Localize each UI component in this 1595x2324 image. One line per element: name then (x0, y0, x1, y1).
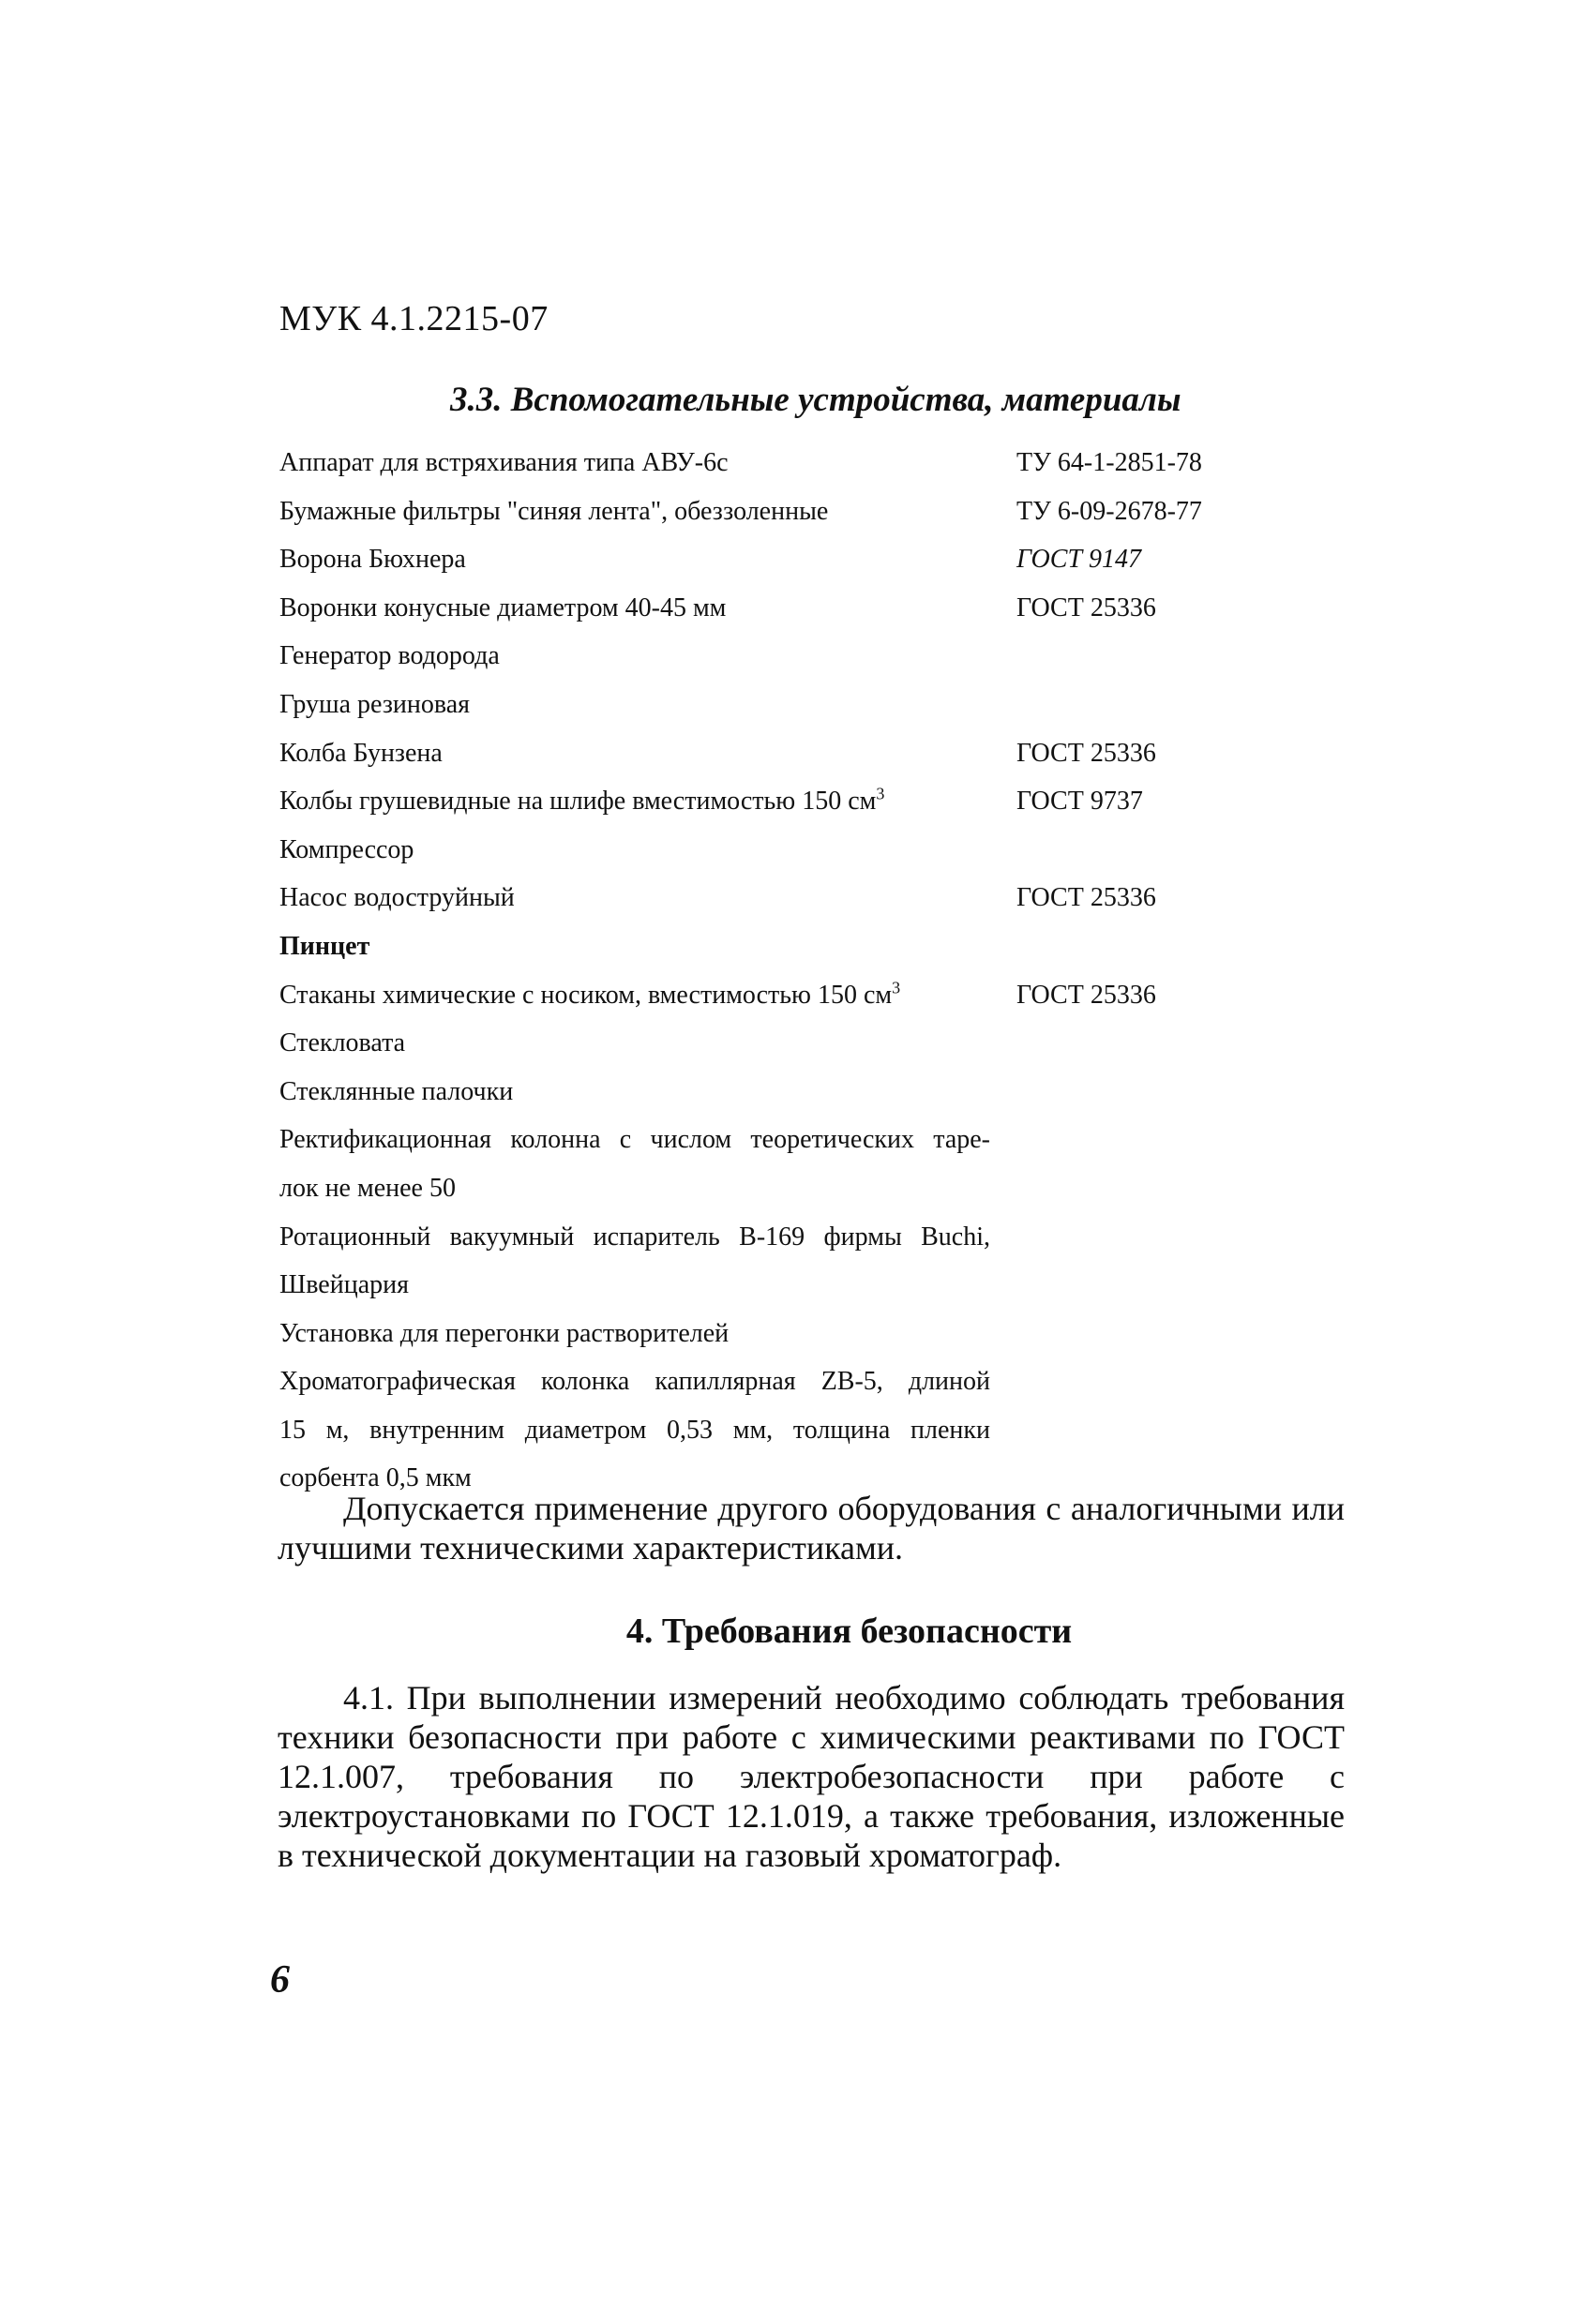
item-standard: ГОСТ 9737 (1016, 787, 1143, 817)
item-name: Компрессор (279, 834, 414, 864)
item-name: Стеклянные палочки (279, 1076, 514, 1106)
item-name: Стекловата (279, 1028, 406, 1058)
paragraph-alternative-equipment: Допускается применение другого оборудования с аналогичными или лучшими техническими характеристиками. (278, 1490, 1345, 1567)
item-name: Ротационный вакуумный испаритель В-169 фирмы Buchi, (279, 1222, 990, 1252)
list-item (279, 922, 1226, 971)
section-title-3-3: 3.3. Вспомогательные устройства, материалы (450, 381, 1181, 419)
item-name-text: Колбы грушевидные на шлифе вместимостью 150 см (279, 787, 877, 817)
item-name: Колба Бунзена (279, 738, 443, 768)
item-name (279, 777, 884, 826)
item-name: 15 м, внутренним диаметром 0,53 мм, толщина пленки (279, 1415, 990, 1445)
item-name: Генератор водорода (279, 641, 500, 671)
paragraph-4-1: 4.1. При выполнении измерений необходимо соблюдать требования техники безопасности при работе с химическими реактивами по ГОСТ 12.1.007, требования по электробезопасности при работе с электроустановками по ГОСТ 12.1.019, а также требования, изложенные в технической документации на газовый хроматограф. (278, 1679, 1345, 1874)
list-item (279, 439, 1226, 487)
item-standard: ГОСТ 9147 (1016, 545, 1142, 575)
page-number: 6 (270, 1958, 290, 2002)
item-name: Аппарат для встряхивания типа АВУ-6с (279, 448, 729, 477)
list-item (279, 729, 1226, 778)
item-name: Бумажные фильтры "синяя лента", обеззоленные (279, 496, 829, 526)
list-item (279, 1116, 1226, 1164)
list-item (279, 1068, 1226, 1117)
list-item (279, 1310, 1226, 1358)
item-name: Пинцет (279, 931, 370, 961)
list-item (279, 535, 1226, 584)
item-name: Хроматографическая колонка капиллярная ZB-5, длиной (279, 1367, 990, 1397)
list-item (279, 681, 1226, 729)
item-standard: ГОСТ 25336 (1016, 592, 1156, 622)
list-item (279, 487, 1226, 536)
list-item (279, 1213, 1226, 1262)
superscript: 3 (892, 978, 901, 997)
list-item (279, 777, 1226, 826)
list-item (279, 826, 1226, 875)
item-name: Ректификационная колонна с числом теоретических таре- (279, 1125, 990, 1155)
item-standard: ГОСТ 25336 (1016, 738, 1156, 768)
list-item (279, 874, 1226, 922)
list-item (279, 632, 1226, 681)
item-name: лок не менее 50 (279, 1173, 456, 1203)
item-standard: ТУ 6-09-2678-77 (1016, 496, 1202, 526)
document-code: МУК 4.1.2215-07 (279, 299, 549, 338)
item-name-text: Стаканы химические с носиком, вместимостью 150 см (279, 980, 893, 1010)
item-name: Установка для перегонки растворителей (279, 1318, 730, 1348)
item-standard: ГОСТ 25336 (1016, 883, 1156, 913)
list-item (279, 584, 1226, 633)
section-title-4: 4. Требования безопасности (625, 1612, 1073, 1651)
item-name (279, 971, 900, 1020)
item-name: Швейцария (279, 1270, 409, 1300)
superscript: 3 (876, 784, 885, 803)
list-item (279, 1406, 1226, 1455)
list-item (279, 1164, 1226, 1213)
item-name: Ворона Бюхнера (279, 545, 466, 575)
list-item (279, 1019, 1226, 1068)
equipment-list (279, 439, 1226, 1503)
item-standard: ГОСТ 25336 (1016, 980, 1156, 1010)
item-name: Воронки конусные диаметром 40-45 мм (279, 592, 727, 622)
item-name: Насос водоструйный (279, 883, 515, 913)
item-standard: ТУ 64-1-2851-78 (1016, 448, 1202, 477)
list-item (279, 1261, 1226, 1310)
item-name: сорбента 0,5 мкм (279, 1463, 472, 1493)
list-item (279, 1357, 1226, 1406)
list-item (279, 971, 1226, 1020)
item-name: Груша резиновая (279, 689, 470, 719)
